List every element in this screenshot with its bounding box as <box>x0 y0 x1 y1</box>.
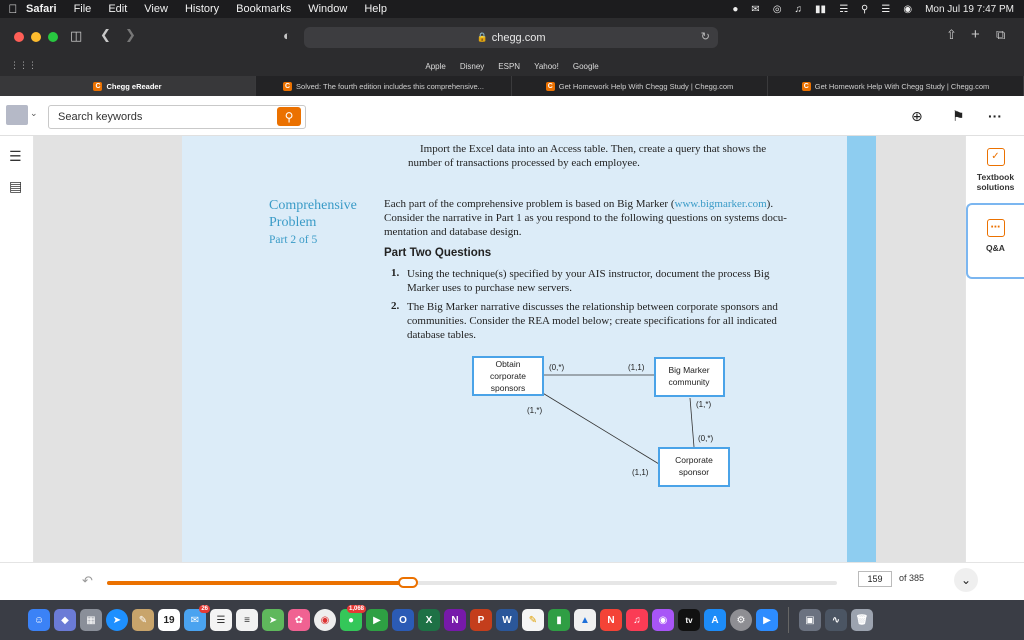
total-pages-label: of 385 <box>899 573 925 583</box>
question-2-line-2: communities. Consider the REA model below; create specifications for all indicated <box>407 315 777 327</box>
bookmark-icon[interactable]: ⚑ <box>952 108 965 124</box>
calendar-icon[interactable] <box>158 609 180 631</box>
entity-obtain-line-2: corporate <box>490 371 526 381</box>
page-progress-fill <box>107 581 408 585</box>
intro-text: Each part of the comprehensive problem is based on Big Marker ( <box>384 198 675 210</box>
page-number-input[interactable]: 159 <box>858 571 892 587</box>
tab-homework-help-2[interactable] <box>768 76 1024 96</box>
safari-toolbar <box>0 18 1024 56</box>
launchpad-icon[interactable]: ◆ <box>54 609 76 631</box>
wifi-icon[interactable]: ☴ <box>839 3 849 15</box>
tab-overview-icon[interactable]: ⧉ <box>996 27 1006 42</box>
vpn-icon[interactable]: ◎ <box>772 3 782 15</box>
apple-tv-icon[interactable]: tv <box>678 609 700 631</box>
privacy-shield-icon[interactable]: ◐ <box>283 28 291 43</box>
question-2-number: 2. <box>391 300 400 312</box>
new-tab-icon[interactable]: + <box>971 26 980 43</box>
tab-label: Chegg eReader <box>106 81 162 91</box>
podcasts-icon[interactable]: ◉ <box>652 609 674 631</box>
tab-label: Get Homework Help With Chegg Study | Chegg.com <box>814 81 990 91</box>
reader-header <box>0 96 1024 136</box>
menu-window[interactable]: Window <box>308 3 348 15</box>
minimize-window-button[interactable] <box>31 32 41 42</box>
chevron-down-icon[interactable]: ⌄ <box>954 568 978 592</box>
calendar-day: 19 <box>163 614 175 626</box>
bigmarker-link[interactable]: www.bigmarker.com <box>674 198 767 210</box>
side-title-line-2: Problem <box>269 215 317 230</box>
cardinality-sponsor-top: (0,*) <box>698 434 714 443</box>
sidebar-toggle-icon[interactable]: ◫ <box>70 28 83 43</box>
pages-icon[interactable]: ✎ <box>522 609 544 631</box>
finder-icon[interactable]: ☺ <box>28 609 50 631</box>
preview-window-icon[interactable]: ▣ <box>799 609 821 631</box>
qa-button[interactable] <box>968 219 1023 253</box>
notes-app-icon[interactable]: ✎ <box>132 609 154 631</box>
entity-sponsor-line-1: Corporate <box>675 455 713 465</box>
macos-dock <box>0 600 1024 640</box>
mail-badge: 26 <box>201 606 208 612</box>
favorite-apple[interactable]: Apple <box>425 61 446 71</box>
chevron-down-icon[interactable]: ⌄ <box>30 108 38 118</box>
favorites-bar <box>0 56 1024 76</box>
top-text-line-1: Import the Excel data into an Access table. Then, create a query that shows the <box>420 143 767 155</box>
window-controls <box>14 32 58 42</box>
zoom-window-button[interactable] <box>48 32 58 42</box>
web-page <box>0 96 1024 600</box>
zoom-icon[interactable]: ⊕ <box>911 108 923 124</box>
question-1-line-1: Using the technique(s) specified by your AIS instructor, document the process Big <box>407 268 770 280</box>
reminders-icon[interactable]: ≡ <box>236 609 258 631</box>
textbook-solutions-icon: ✓ <box>987 148 1005 166</box>
lock-icon: 🔒 <box>476 32 488 42</box>
tab-solved[interactable] <box>256 76 512 96</box>
activity-window-icon[interactable]: ∿ <box>825 609 847 631</box>
mail-icon[interactable]: ✉ 26 <box>184 609 206 631</box>
undo-navigation-icon[interactable]: ↶ <box>82 573 93 588</box>
notes-icon[interactable]: ▤ <box>9 178 23 194</box>
spotlight-icon[interactable]: ⚲ <box>861 3 869 15</box>
menu-help[interactable]: Help <box>364 3 387 15</box>
link-community-sponsor <box>690 398 694 447</box>
top-text-line-2: number of transactions processed by each employee. <box>408 157 640 169</box>
page-edge-bar <box>847 136 876 562</box>
messages-badge: 1,068 <box>348 606 364 612</box>
qa-label: Q&A <box>986 243 1005 253</box>
menu-edit[interactable]: Edit <box>108 3 128 15</box>
entity-obtain-line-1: Obtain <box>495 359 521 369</box>
chegg-favicon-icon: C <box>95 82 101 90</box>
chegg-favicon-icon: C <box>285 82 291 90</box>
maps-icon[interactable]: ➤ <box>262 609 284 631</box>
tab-label: Solved: The fourth edition includes this comprehensive... <box>296 81 484 91</box>
menu-view[interactable]: View <box>144 3 168 15</box>
tab-bar <box>0 76 1024 96</box>
question-2-line-3: database tables. <box>407 329 477 341</box>
outlook-icon[interactable]: O <box>392 609 414 631</box>
reader-viewport <box>34 136 965 562</box>
status-area <box>732 0 1014 18</box>
music-icon[interactable]: ♫ <box>626 609 648 631</box>
apple-icon[interactable] <box>0 2 26 16</box>
facetime-icon[interactable]: ▶ <box>366 609 388 631</box>
cardinality-obtain-bottom: (1,*) <box>527 406 543 415</box>
favorites-grid-icon[interactable]: ⋮⋮⋮ <box>10 60 37 70</box>
cardinality-community-bottom: (1,*) <box>696 400 712 409</box>
photos-icon[interactable]: ✿ <box>288 609 310 631</box>
share-icon[interactable]: ⇧ <box>946 27 957 42</box>
favorite-google[interactable]: Google <box>572 61 599 71</box>
safari-icon[interactable]: ➤ <box>106 609 128 631</box>
question-1-number: 1. <box>391 267 400 279</box>
textbook-solutions-button[interactable] <box>968 148 1023 192</box>
entity-obtain-line-3: sponsors <box>490 383 526 393</box>
excel-icon[interactable]: X <box>418 609 440 631</box>
right-rail <box>965 136 1024 562</box>
dock-separator <box>788 607 789 633</box>
screen-record-icon[interactable]: ● <box>732 3 739 15</box>
more-options-icon[interactable]: ··· <box>988 108 1002 124</box>
left-rail <box>0 136 34 562</box>
close-window-button[interactable] <box>14 32 24 42</box>
favorite-yahoo[interactable]: Yahoo! <box>534 61 559 71</box>
menu-bar <box>0 0 1024 18</box>
cardinality-community-left: (1,1) <box>628 363 645 372</box>
keynote-icon[interactable]: ▲ <box>574 609 596 631</box>
menu-app-name[interactable]: Safari <box>26 3 57 15</box>
forward-icon[interactable]: ❯ <box>125 27 136 42</box>
chegg-favicon-icon: C <box>803 82 809 90</box>
numbers-icon[interactable]: ▮ <box>548 609 570 631</box>
question-2-line-1: The Big Marker narrative discusses the relationship between corporate sponsors and <box>407 301 778 313</box>
intro-text-end: ). <box>766 198 774 210</box>
onenote-icon[interactable]: N <box>444 609 466 631</box>
mail-status-icon[interactable]: ✉ <box>751 3 760 15</box>
book-cover-thumbnail[interactable] <box>6 105 28 125</box>
menu-bookmarks[interactable]: Bookmarks <box>236 3 292 15</box>
intro-line-3: mentation and database design. <box>384 226 522 238</box>
search-icon[interactable]: ⚲ <box>277 107 301 126</box>
book-page <box>182 136 876 562</box>
back-icon[interactable]: ❮ <box>100 27 111 42</box>
intro-line-2: Consider the narrative in Part 1 as you respond to the following questions on systems docu- <box>384 212 787 224</box>
entity-sponsor-line-2: sponsor <box>678 467 710 477</box>
tab-homework-help-1[interactable] <box>512 76 768 96</box>
search-input[interactable]: Search keywords <box>48 105 306 129</box>
menu-history[interactable]: History <box>184 3 220 15</box>
cardinality-obtain-right: (0,*) <box>549 363 565 372</box>
tab-chegg-ereader[interactable] <box>0 76 256 96</box>
rea-diagram <box>182 136 876 562</box>
battery-icon[interactable]: ▮▮ <box>815 3 827 15</box>
clock[interactable]: Mon Jul 19 7:47 PM <box>925 3 1014 15</box>
messages-icon[interactable]: ● 1,068 <box>340 609 362 631</box>
favorite-espn[interactable]: ESPN <box>498 61 521 71</box>
powerpoint-icon[interactable]: P <box>470 609 492 631</box>
table-of-contents-icon[interactable]: ☰ <box>9 148 22 164</box>
url-bar[interactable] <box>304 27 718 48</box>
section-heading: Part Two Questions <box>384 247 492 259</box>
page-navigation-bar <box>0 562 1024 600</box>
launchpad-grid-icon[interactable]: ▦ <box>80 609 102 631</box>
menu-file[interactable]: File <box>73 3 92 15</box>
trash-icon[interactable]: 🗑 <box>851 609 873 631</box>
system-preferences-icon[interactable]: ⚙ <box>730 609 752 631</box>
textbook-label-2: solutions <box>976 182 1015 192</box>
page-progress-slider[interactable] <box>107 581 837 585</box>
side-title-line-1: Comprehensive <box>269 198 357 213</box>
url-text: chegg.com <box>491 31 546 44</box>
news-icon[interactable]: N <box>600 609 622 631</box>
siri-icon[interactable]: ◉ <box>903 3 913 15</box>
textbook-label-1: Textbook <box>976 172 1015 182</box>
cardinality-sponsor-left: (1,1) <box>632 468 649 477</box>
zoom-app-icon[interactable]: ▶ <box>756 609 778 631</box>
tab-label: Get Homework Help With Chegg Study | Chegg.com <box>558 81 734 91</box>
link-obtain-sponsor <box>541 392 659 464</box>
chegg-favicon-icon: C <box>547 82 553 90</box>
control-center-icon[interactable]: ☰ <box>881 3 891 15</box>
part-label: Part 2 of 5 <box>269 234 318 246</box>
chrome-icon[interactable]: ◉ <box>314 609 336 631</box>
chat-bubbles-icon: ⋯ <box>987 219 1005 237</box>
question-1-line-2: Marker uses to purchase new servers. <box>407 282 572 294</box>
volume-icon[interactable]: ♫ <box>794 3 803 15</box>
entity-community-line-1: Big Marker <box>668 365 710 375</box>
reload-icon[interactable]: ↻ <box>700 31 710 43</box>
notes-icon[interactable]: ☰ <box>210 609 232 631</box>
page-progress-handle[interactable] <box>398 577 418 588</box>
favorite-disney[interactable]: Disney <box>459 61 485 71</box>
app-store-icon[interactable]: A <box>704 609 726 631</box>
word-icon[interactable]: W <box>496 609 518 631</box>
entity-community-line-2: community <box>668 377 710 387</box>
